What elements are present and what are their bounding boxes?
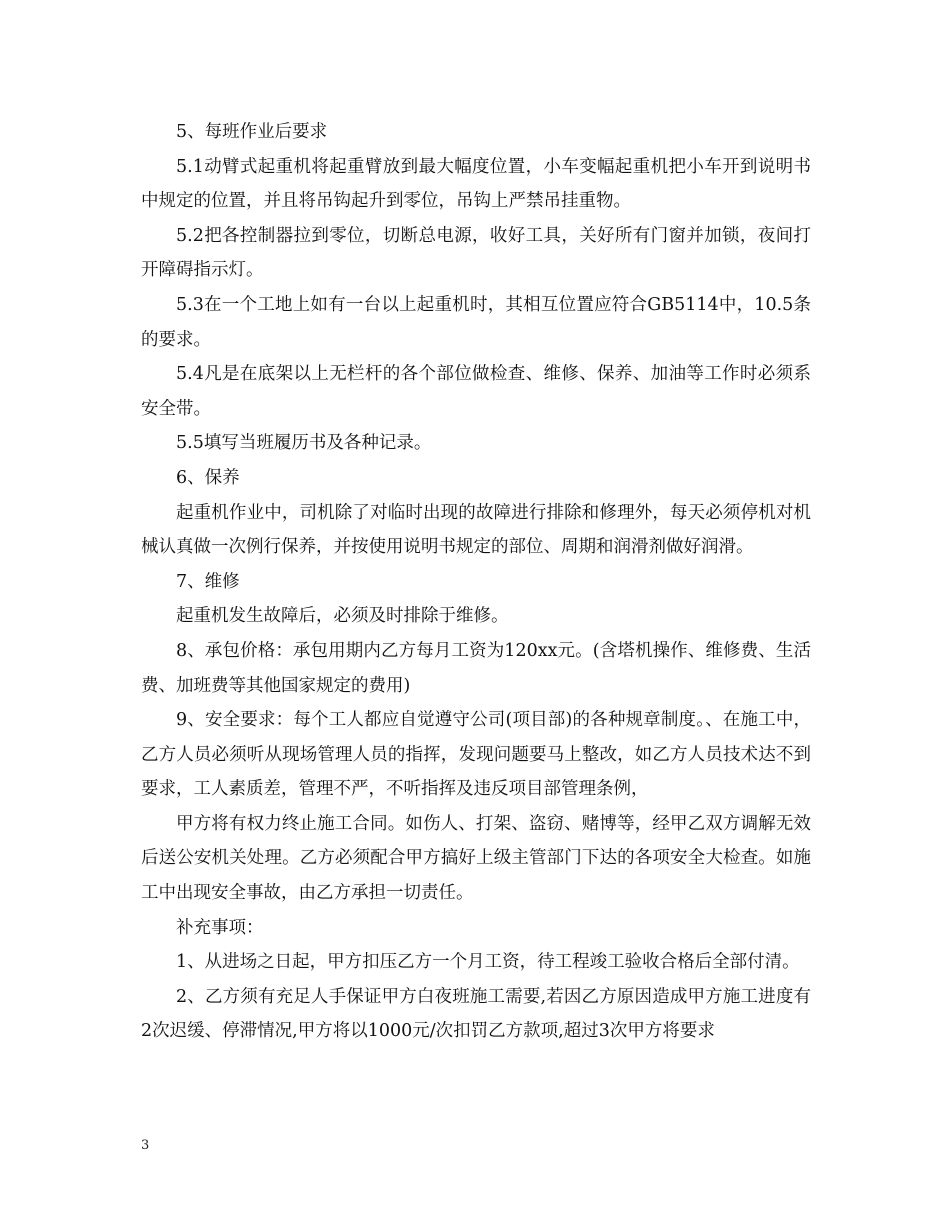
paragraph-repair: 起重机发生故障后，必须及时排除于维修。	[176, 606, 509, 627]
paragraph-5-1: 5.1动臂式起重机将起重臂放到最大幅度位置，小车变幅起重机把小车开到说明书中规定的位置，并且将吊钩起升到零位，吊钩上严禁吊挂重物。	[141, 156, 811, 212]
paragraph-safety: 9、安全要求：每个工人都应自觉遵守公司(项目部)的各种规章制度。、在施工中，乙方人员必须听从现场管理人员的指挥，发现问题要马上整改，如乙方人员技术达不到要求，工人素质差，管理不严，不听指挥及违反项目部管理条例，	[141, 710, 811, 800]
supplement-item-1: 1、从进场之日起，甲方扣压乙方一个月工资，待工程竣工验收合格后全部付清。	[176, 952, 800, 973]
section-heading-7: 7、维修	[176, 571, 240, 592]
supplement-item-2: 2、乙方须有充足人手保证甲方白夜班施工需要,若因乙方原因造成甲方施工进度有2次迟缓、停滞情况,甲方将以1000元/次扣罚乙方款项,超过3次甲方将要求	[141, 986, 811, 1042]
paragraph-5-4: 5.4凡是在底架以上无栏杆的各个部位做检查、维修、保养、加油等工作时必须系安全带。	[141, 364, 811, 419]
paragraph-5-3: 5.3在一个工地上如有一台以上起重机时，其相互位置应符合GB5114中，10.5条的要求。	[141, 294, 811, 350]
page-number: 3	[141, 1138, 150, 1153]
supplement-heading: 补充事项：	[176, 917, 264, 938]
paragraph-5-5: 5.5填写当班履历书及各种记录。	[176, 433, 432, 454]
section-heading-5: 5、每班作业后要求	[176, 122, 328, 142]
paragraph-5-2: 5.2把各控制器拉到零位，切断总电源，收好工具，关好所有门窗并加锁，夜间打开障碍指示灯。	[141, 225, 811, 281]
document-body	[141, 115, 811, 1049]
section-heading-6: 6、保养	[176, 467, 240, 488]
paragraph-price: 8、承包价格：承包用期内乙方每月工资为120xx元。(含塔机操作、维修费、生活费、加班费等其他国家规定的费用)	[141, 640, 811, 696]
paragraph-maintenance: 起重机作业中，司机除了对临时出现的故障进行排除和修理外，每天必须停机对机械认真做一次例行保养，并按使用说明书规定的部位、周期和润滑剂做好润滑。	[141, 502, 811, 558]
paragraph-termination: 甲方将有权力终止施工合同。如伤人、打架、盗窃、赌博等，经甲乙双方调解无效后送公安机关处理。乙方必须配合甲方搞好上级主管部门下达的各项安全大检查。如施工中出现安全事故，由乙方承担一切责任。	[141, 813, 811, 904]
